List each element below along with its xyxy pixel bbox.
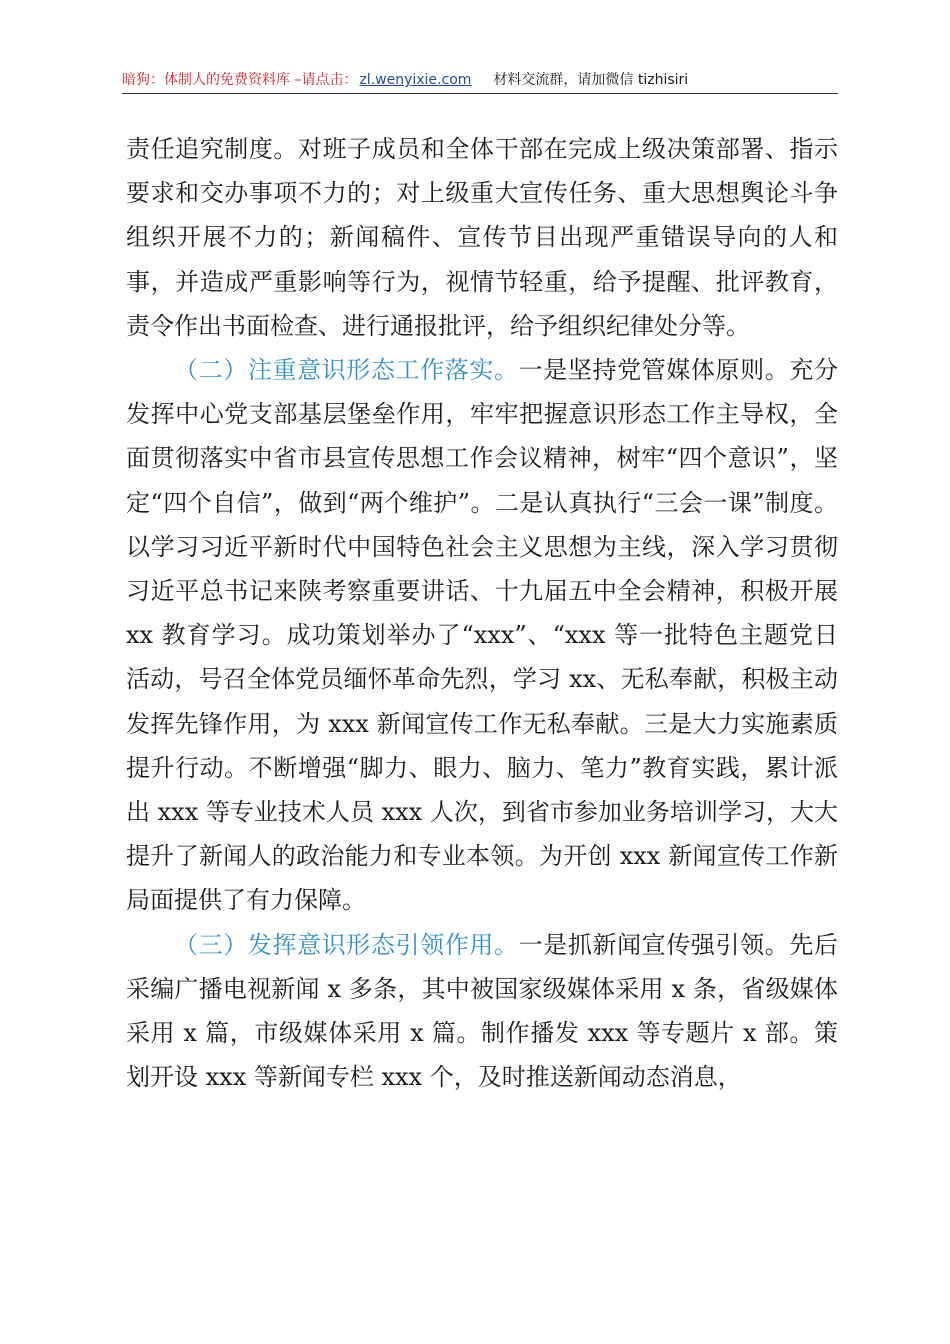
header-contact-text: 材料交流群，请加微信 tizhisiri: [493, 72, 689, 88]
section-heading-2: （二）注重意识形态工作落实。: [174, 356, 519, 385]
paragraph-2-text: 一是坚持党管媒体原则。充分发挥中心党支部基层堡垒作用，牢牢把握意识形态工作主导权，全面贯彻落实中省市县宣传思想工作会议精神，树牢“四个意识”，坚定“四个自信”，做到“两个维护”。二是认真执行“三会一课”制度。以学习习近平新时代中国特色社会主义思想为主线，深入学习贯彻习近平总书记来陕考察重要讲话、十九届五中全会精神，积极开展 xx 教育学习。成功策划举办了“xxx”、“xxx 等一批特色主题党日活动，号召全体党员缅怀革命先烈，学习 xx、无私奉献，积极主动发挥先锋作用，为 xxx 新闻宣传工作无私奉献。三是大力实施素质提升行动。不断增强“脚力、眼力、脑力、笔力”教育实践，累计派出 xxx 等专业技术人员 xxx 人次，到省市参加业务培训学习，大大提升了新闻人的政治能力和专业本领。为开创 xxx 新闻宣传工作新局面提供了有力保障。: [126, 356, 839, 915]
header-site-link[interactable]: zl.wenyixie.com: [359, 72, 472, 88]
document-body: [126, 127, 838, 1099]
header-divider: [122, 93, 838, 94]
header-promo-text: 暗狗：体制人的免费资料库 –请点击：: [122, 72, 358, 88]
paragraph-3: [126, 923, 838, 1100]
paragraph-1-text: 责任追究制度。对班子成员和全体干部在完成上级决策部署、指示要求和交办事项不力的；对上级重大宣传任务、重大思想舆论斗争组织开展不力的；新闻稿件、宣传节目出现严重错误导向的人和事，并造成严重影响等行为，视情节轻重，给予提醒、批评教育，责令作出书面检查、进行通报批评，给予组织纪律处分等。: [126, 135, 838, 340]
paragraph-2: [126, 348, 838, 923]
paragraph-3-text: 一是抓新闻宣传强引领。先后采编广播电视新闻 x 多条，其中被国家级媒体采用 x 条，省级媒体采用 x 篇，市级媒体采用 x 篇。制作播发 xxx 等专题片 x 部。策划开设 xxx 等新闻专栏 xxx 个，及时推送新闻动态消息，: [126, 930, 839, 1092]
page-header: [122, 68, 838, 92]
section-heading-3: （三）发挥意识形态引领作用。: [174, 930, 519, 959]
paragraph-1: [126, 127, 838, 348]
